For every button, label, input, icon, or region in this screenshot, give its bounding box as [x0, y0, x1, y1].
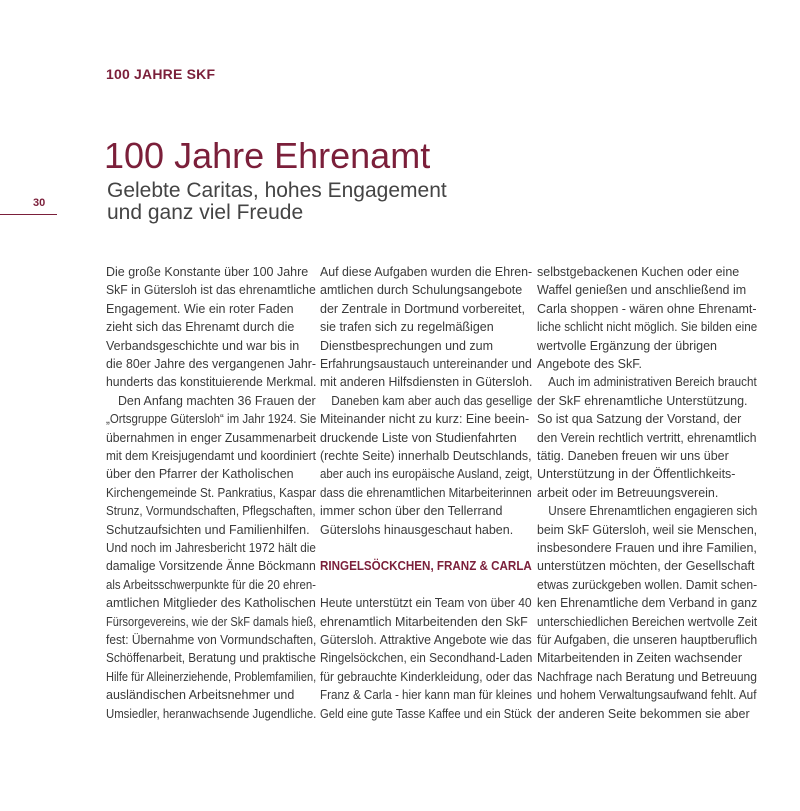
text-line: dass die ehrenamtlichen Mitarbeiterinnen	[320, 485, 532, 500]
text-line: mit dem Kreisjugendamt und koordiniert	[106, 449, 316, 463]
section-subheading: RINGELSÖCKCHEN, FRANZ & CARLA	[320, 559, 532, 574]
text-line: selbstgebackenen Kuchen oder eine	[537, 265, 740, 279]
spacer	[320, 539, 532, 557]
text-line: Miteinander nicht zu kurz: Eine beein-	[320, 412, 530, 427]
subtitle-line: Gelebte Caritas, hohes Engagement	[107, 179, 447, 202]
subtitle-line: und ganz viel Freude	[107, 201, 304, 224]
text-column-2	[320, 263, 532, 723]
text-line: Carla shoppen - wären ohne Ehrenamt-	[537, 301, 757, 316]
text-line: insbesondere Frauen und ihre Familien,	[537, 540, 757, 555]
text-line: ehrenamtlich Mitarbeitenden den SkF	[320, 614, 528, 629]
text-line: für gebrauchte Kinderkleidung, oder das	[320, 669, 533, 684]
text-line: Angebote des SkF.	[537, 356, 642, 371]
page-number-rule	[0, 214, 57, 215]
text-line: Mitarbeitenden in Zeiten wachsender	[537, 651, 742, 666]
text-line: Und noch im Jahresbericht 1972 hält die	[106, 541, 316, 555]
text-line: Hilfe für Alleinerziehende, Problemfamilien,	[106, 669, 317, 684]
text-line: der Zentrale in Dortmund vorbereitet,	[320, 301, 525, 316]
text-line: Güterslohs hinausgeschaut haben.	[320, 522, 514, 537]
text-line: hunderts das konstituierende Merkmal.	[106, 375, 317, 390]
text-line: fest: Übernahme von Vormundschaften,	[106, 633, 317, 648]
text-line: Ringelsöckchen, ein Secondhand-Laden	[320, 651, 533, 666]
text-line: ken Ehrenamtliche dem Verband in ganz	[537, 596, 758, 611]
text-line: unterschiedlichen Bereichen wertvolle Zeit	[537, 614, 758, 629]
text-line: ausländischen Arbeitsnehmer und	[106, 688, 295, 703]
text-line: (rechte Seite) innerhalb Deutschlands,	[320, 448, 532, 463]
text-line: Auch im administrativen Bereich braucht	[548, 375, 757, 390]
text-line: der SkF ehrenamtliche Unterstützung.	[537, 393, 748, 408]
text-line: Umsiedler, heranwachsende Jugendliche.	[106, 706, 317, 721]
text-line: die 80er Jahre des vergangenen Jahr-	[106, 356, 317, 371]
text-column-3	[537, 263, 757, 723]
text-line: Kirchengemeinde St. Pankratius, Kaspar	[106, 485, 317, 500]
text-line: mit anderen Hilfsdiensten in Gütersloh.	[320, 375, 533, 390]
text-line: Fürsorgevereins, wie der SkF damals hieß,	[106, 614, 317, 629]
text-line: wertvolle Ergänzung der übrigen	[537, 338, 717, 353]
text-line: Waffel genießen und anschließend im	[537, 283, 747, 298]
text-line: Daneben kam aber auch das gesellige	[331, 393, 533, 408]
text-line: und hohem Verwaltungsaufwand fehlt. Auf	[537, 688, 757, 703]
text-line: Dienstbesprechungen und zum	[320, 338, 494, 353]
text-line: Verbandsgeschichte und war bis in	[106, 338, 300, 353]
text-line: für Aufgaben, die unseren hauptberuflich	[537, 632, 758, 647]
text-line: arbeit oder im Betreuungsverein.	[537, 485, 719, 500]
text-line: So ist qua Satzung der Vorstand, der	[537, 412, 742, 427]
text-line: Schöffenarbeit, Beratung und praktische	[106, 651, 316, 666]
text-line: Franz & Carla - hier kann man für kleines	[320, 688, 532, 703]
text-line: Die große Konstante über 100 Jahre	[106, 265, 309, 279]
text-line: Erfahrungsaustauch untereinander und	[320, 356, 532, 371]
text-line: Engagement. Wie ein roter Faden	[106, 301, 294, 316]
text-line: beim SkF Gütersloh, weil sie Menschen,	[537, 522, 758, 537]
text-line: liche schlicht nicht möglich. Sie bilden eine	[537, 320, 758, 335]
text-line: zieht sich das Ehrenamt durch die	[106, 320, 295, 335]
text-line: amtlichen durch Schulungsangebote	[320, 283, 523, 298]
text-line: Heute unterstützt ein Team von über 40	[320, 596, 532, 611]
text-line: Nachfrage nach Beratung und Betreuung	[537, 669, 757, 684]
text-line: Unsere Ehrenamtlichen engagieren sich	[548, 504, 758, 519]
text-line: Gütersloh. Attraktive Angebote wie das	[320, 632, 532, 647]
text-line: der anderen Seite bekommen sie aber	[537, 706, 750, 721]
text-line: druckende Liste von Studienfahrten	[320, 430, 517, 445]
article-subtitle	[107, 180, 447, 224]
text-line: SkF in Gütersloh ist das ehrenamtliche	[106, 283, 316, 298]
text-line: Unterstützung in der Öffentlichkeits-	[537, 467, 736, 482]
text-line: übernahmen in enger Zusammenarbeit	[106, 430, 317, 445]
text-line: den Verein rechtlich vertritt, ehrenamtlich	[537, 430, 757, 445]
spacer	[320, 576, 532, 594]
page-number: 30	[33, 197, 46, 209]
text-column-1	[106, 263, 316, 723]
text-line: als Arbeitsschwerpunkte für die 20 ehren-	[106, 577, 316, 592]
text-line: aber auch ins europäische Ausland, zeigt,	[320, 467, 533, 482]
text-line: damalige Vorsitzende Änne Böckmann	[106, 559, 316, 574]
text-line: tätig. Daneben freuen wir uns über	[537, 448, 729, 463]
article-title: 100 Jahre Ehrenamt	[104, 135, 431, 176]
text-line: Den Anfang machten 36 Frauen der	[117, 393, 316, 408]
text-line: Schutzaufsichten und Familienhilfen.	[106, 522, 310, 537]
text-line: etwas zurückgeben wollen. Damit schen-	[537, 577, 758, 592]
text-line: Strunz, Vormundschaften, Pflegschaften,	[106, 504, 316, 519]
text-line: über den Pfarrer der Katholischen	[106, 467, 294, 482]
text-line: unterstützen möchten, der Gesellschaft	[537, 559, 755, 574]
text-line: Auf diese Aufgaben wurden die Ehren-	[320, 265, 533, 279]
section-kicker: 100 JAHRE SKF	[106, 66, 216, 82]
text-line: sie trafen sich zu regelmäßigen	[320, 320, 494, 335]
text-line: „Ortsgruppe Gütersloh“ im Jahr 1924. Sie	[106, 412, 317, 427]
text-line: immer schon über den Tellerrand	[320, 504, 503, 519]
text-line: Geld eine gute Tasse Kaffee und ein Stück	[320, 706, 532, 721]
text-line: amtlichen Mitglieder des Katholischen	[106, 596, 316, 611]
